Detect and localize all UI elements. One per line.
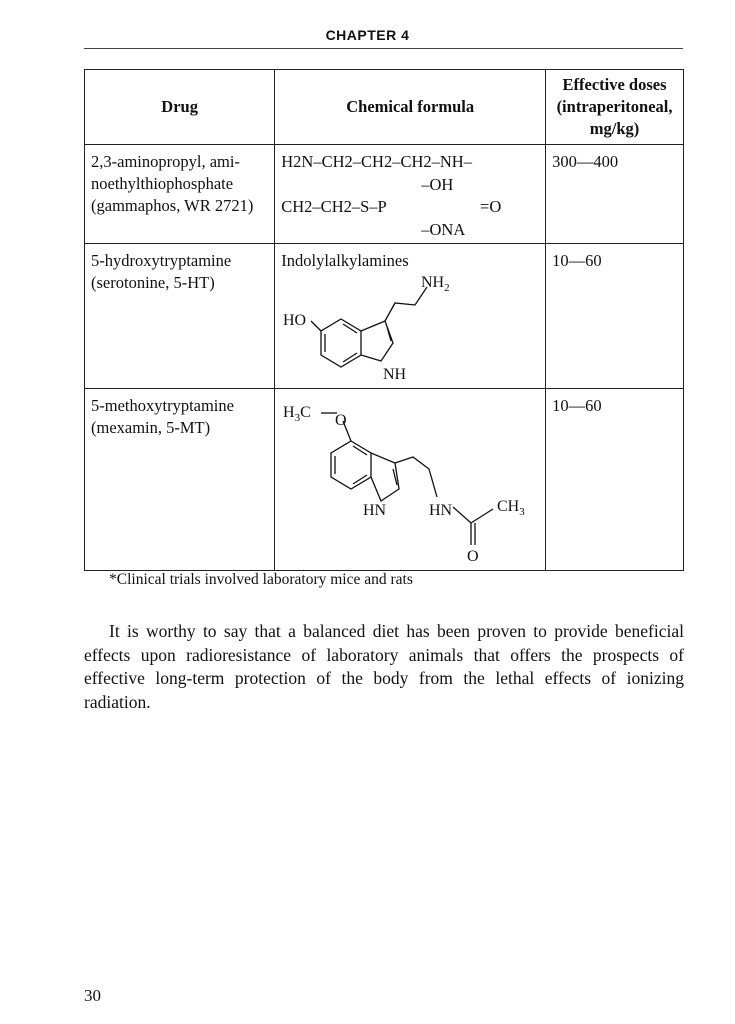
header-rule xyxy=(84,48,683,49)
table-header-row xyxy=(85,70,684,145)
ch3-label: $CH_3$ xyxy=(497,498,525,518)
h3c-label: $H_3C$ xyxy=(283,404,311,424)
chapter-header: CHAPTER 4 xyxy=(325,27,410,43)
dose-cell: 300—400 xyxy=(546,145,684,244)
header-effective-doses: Effective doses (intraperitoneal, mg/kg) xyxy=(546,70,684,145)
table-row xyxy=(85,145,684,244)
formula-line: –ONA xyxy=(421,219,466,239)
header-drug: Drug xyxy=(85,70,275,145)
drug-cell: 5-methoxytryptamine (mexamin, 5-MT) xyxy=(85,389,275,571)
o-label: O xyxy=(335,412,347,429)
dose-cell: 10—60 xyxy=(546,244,684,389)
ho-label: HO xyxy=(283,311,307,329)
formula-line: H2N–CH2–CH2–CH2–NH– xyxy=(281,152,472,171)
formula-line: –OH xyxy=(421,174,454,194)
nh2-label: $NH_2$ xyxy=(421,274,450,294)
formula-line: =O xyxy=(480,197,502,216)
formula-line: CH2–CH2–S–P xyxy=(281,197,387,216)
formula-cell xyxy=(275,145,546,244)
header-chemical-formula: Chemical formula xyxy=(275,70,546,145)
carbonyl-o-label: O xyxy=(467,548,479,565)
serotonin-structure-icon xyxy=(281,275,521,385)
drug-cell: 2,3-aminopropyl, ami-noethylthiophosphate (gammaphos, WR 2721) xyxy=(85,145,275,244)
formula-title: Indolylalkylamines xyxy=(281,251,409,270)
nh-label: NH xyxy=(383,365,407,383)
formula-cell xyxy=(275,389,546,571)
formula-cell xyxy=(275,244,546,389)
footnote: *Clinical trials involved laboratory mice and rats xyxy=(109,571,413,588)
drug-cell: 5-hydroxytryptamine (serotonine, 5-HT) xyxy=(85,244,275,389)
table-row xyxy=(85,389,684,571)
table-row xyxy=(85,244,684,389)
mexamin-structure-icon xyxy=(281,397,537,565)
hn-label: HN xyxy=(429,502,453,519)
hn-label: HN xyxy=(363,502,387,519)
drug-table xyxy=(84,69,684,571)
dose-cell: 10—60 xyxy=(546,389,684,571)
body-paragraph: It is worthy to say that a balanced diet has been proven to provide beneficial effects upon radioresistance of laboratory animals that offers the prospects of effective long-term protection of the body from the lethal effects of ionizing radiation. xyxy=(84,621,684,712)
page-number: 30 xyxy=(84,986,101,1005)
